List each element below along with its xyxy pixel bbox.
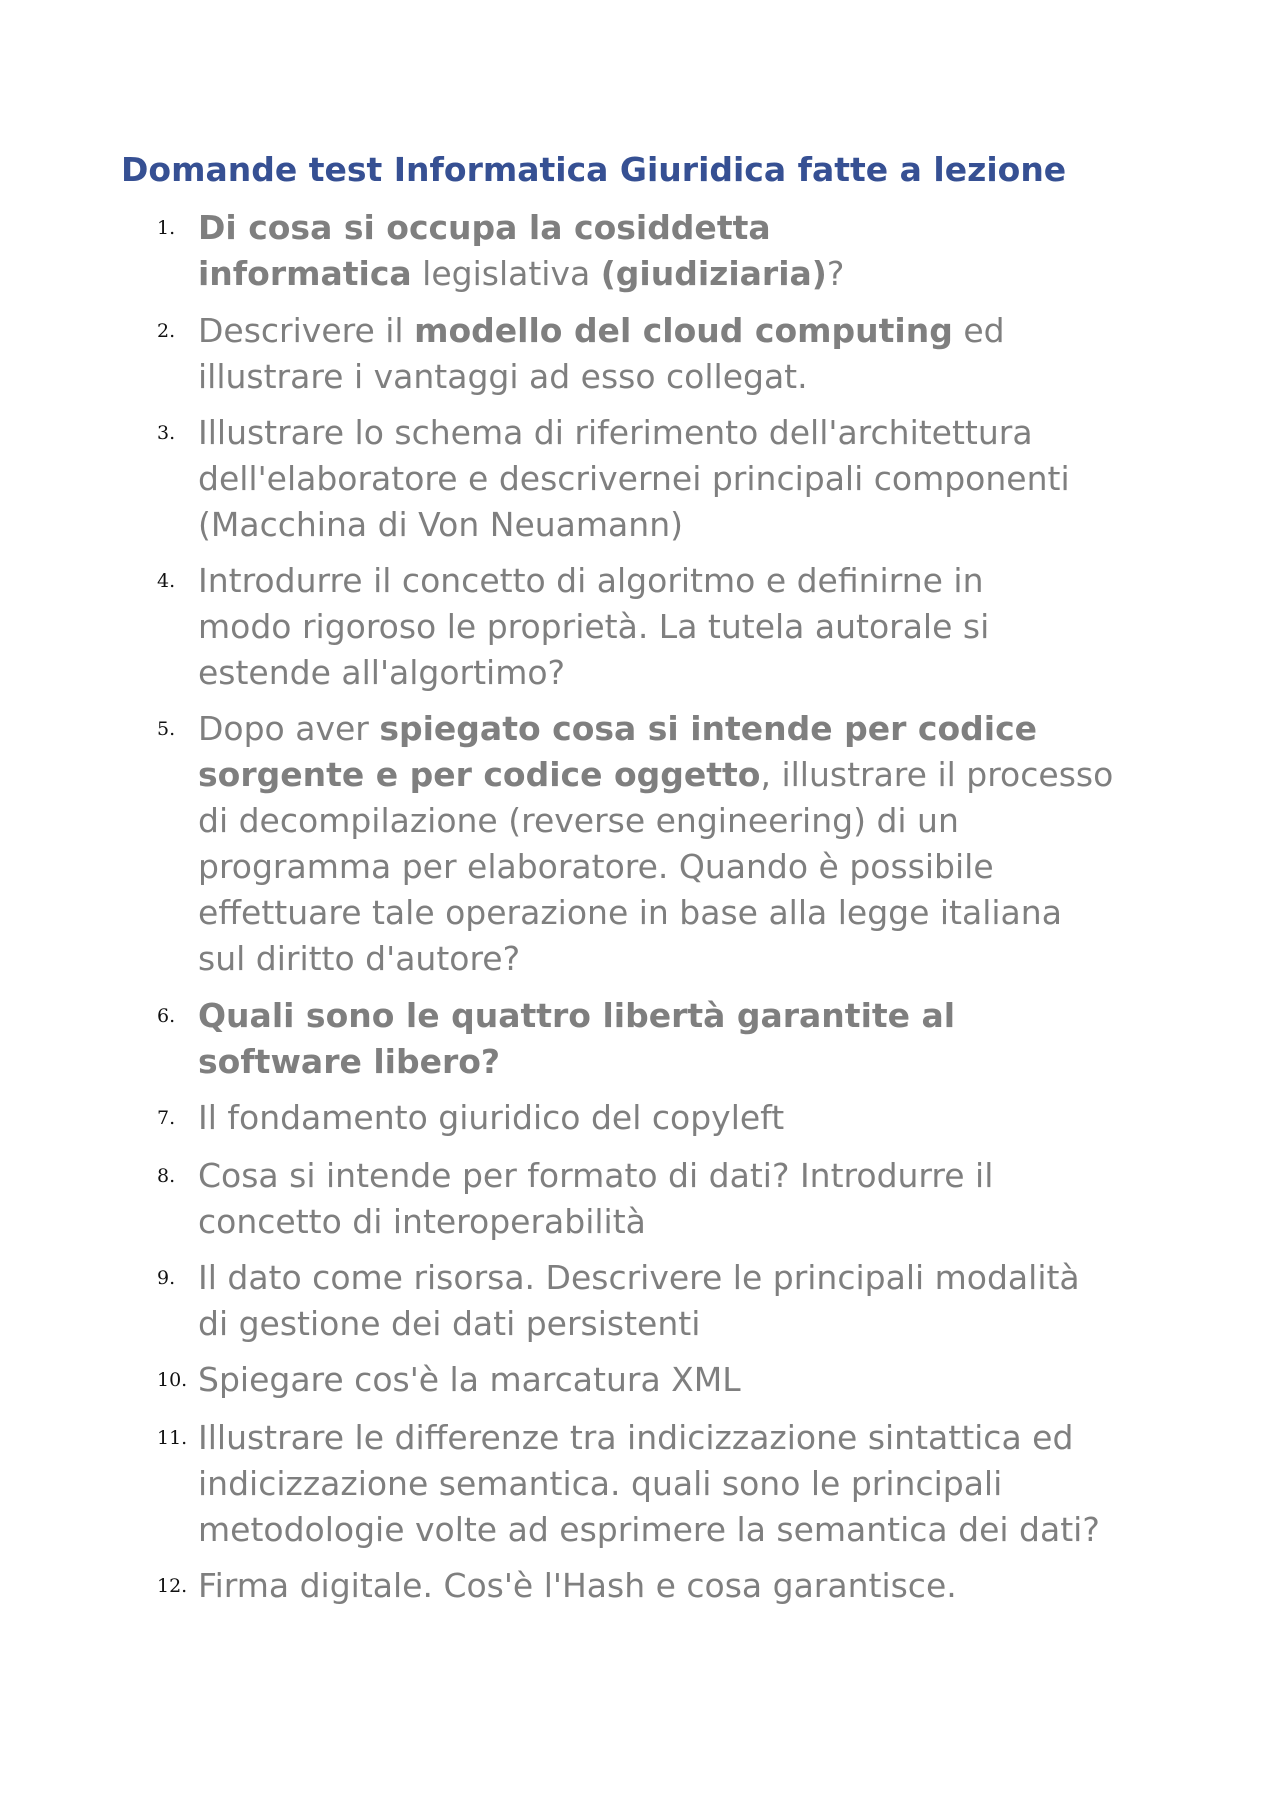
- question-text-bold: (giudiziaria): [600, 254, 827, 293]
- question-text: [198, 410, 1198, 548]
- question-text: [198, 558, 1198, 696]
- question-text: [198, 308, 1198, 400]
- question-text-bold: software libero?: [198, 1042, 501, 1081]
- question-number: 6.: [157, 1005, 176, 1027]
- question-text: [198, 706, 1198, 982]
- question-text-segment: effettuare tale operazione in base alla legge italiana: [198, 893, 1062, 932]
- question-text: [198, 1357, 1198, 1403]
- question-text-segment: Cosa si intende per formato di dati? Introdurre il: [198, 1156, 994, 1195]
- question-text-segment: Firma digitale. Cos'è l'Hash e cosa garantisce.: [198, 1566, 957, 1605]
- question-text-bold: informatica: [198, 254, 412, 293]
- question-number: 10.: [157, 1369, 188, 1391]
- question-text: [198, 1095, 1198, 1141]
- question-text-segment: di gestione dei dati persistenti: [198, 1304, 701, 1343]
- question-text-segment: ed: [952, 311, 1005, 350]
- question-text-segment: Illustrare le differenze tra indicizzazione sintattica ed: [198, 1418, 1074, 1457]
- question-text-bold: Di cosa si occupa la cosiddetta: [198, 208, 771, 247]
- question-text-segment: Descrivere il: [198, 311, 415, 350]
- question-text-segment: dell'elaboratore e descrivernei principali componenti: [198, 459, 1070, 498]
- question-text: [198, 205, 1198, 297]
- question-text-segment: Dopo aver: [198, 709, 380, 748]
- question-number: 9.: [157, 1267, 176, 1289]
- question-number: 8.: [157, 1165, 176, 1187]
- question-text-segment: illustrare i vantaggi ad esso collegat.: [198, 357, 808, 396]
- question-text-bold: spiegato cosa si intende per codice: [379, 709, 1038, 748]
- document-title: Domande test Informatica Giuridica fatte a lezione: [121, 150, 1067, 189]
- question-text: [198, 993, 1198, 1085]
- question-text-segment: legislativa: [411, 254, 601, 293]
- question-text-segment: indicizzazione semantica. quali sono le principali: [198, 1464, 1003, 1503]
- question-number: 4.: [157, 570, 176, 592]
- question-text-segment: di decompilazione (reverse engineering) di un: [198, 801, 959, 840]
- question-number: 7.: [157, 1107, 176, 1129]
- question-number: 11.: [157, 1427, 188, 1449]
- question-text-segment: modo rigoroso le proprietà. La tutela autorale si: [198, 607, 990, 646]
- question-number: 2.: [157, 320, 176, 342]
- question-text-segment: Introdurre il concetto di algoritmo e definirne in: [198, 561, 984, 600]
- question-text-segment: Illustrare lo schema di riferimento dell'architettura: [198, 413, 1033, 452]
- question-text: [198, 1153, 1198, 1245]
- question-number: 3.: [157, 422, 176, 444]
- question-text-segment: ?: [826, 254, 845, 293]
- question-text: [198, 1255, 1198, 1347]
- question-text-segment: concetto di interoperabilità: [198, 1202, 646, 1241]
- question-text-segment: estende all'algortimo?: [198, 653, 566, 692]
- question-text-segment: programma per elaboratore. Quando è possibile: [198, 847, 994, 886]
- question-text-bold: sorgente e per codice oggetto: [198, 755, 761, 794]
- question-text-segment: (Macchina di Von Neuamann): [198, 505, 683, 544]
- question-number: 1.: [157, 217, 176, 239]
- question-text-bold: modello del cloud computing: [414, 311, 953, 350]
- question-number: 12.: [157, 1575, 188, 1597]
- question-text-segment: Il dato come risorsa. Descrivere le principali modalità: [198, 1258, 1080, 1297]
- question-number: 5.: [157, 718, 176, 740]
- question-text-segment: Il fondamento giuridico del copyleft: [198, 1098, 785, 1137]
- question-text-segment: metodologie volte ad esprimere la semantica dei dati?: [198, 1510, 1100, 1549]
- question-text-segment: sul diritto d'autore?: [198, 939, 521, 978]
- question-text-segment: , illustrare il processo: [760, 755, 1114, 794]
- question-text: [198, 1563, 1198, 1609]
- question-text-segment: Spiegare cos'è la marcatura XML: [198, 1360, 741, 1399]
- question-text-bold: Quali sono le quattro libertà garantite al: [198, 996, 956, 1035]
- question-text: [198, 1415, 1198, 1553]
